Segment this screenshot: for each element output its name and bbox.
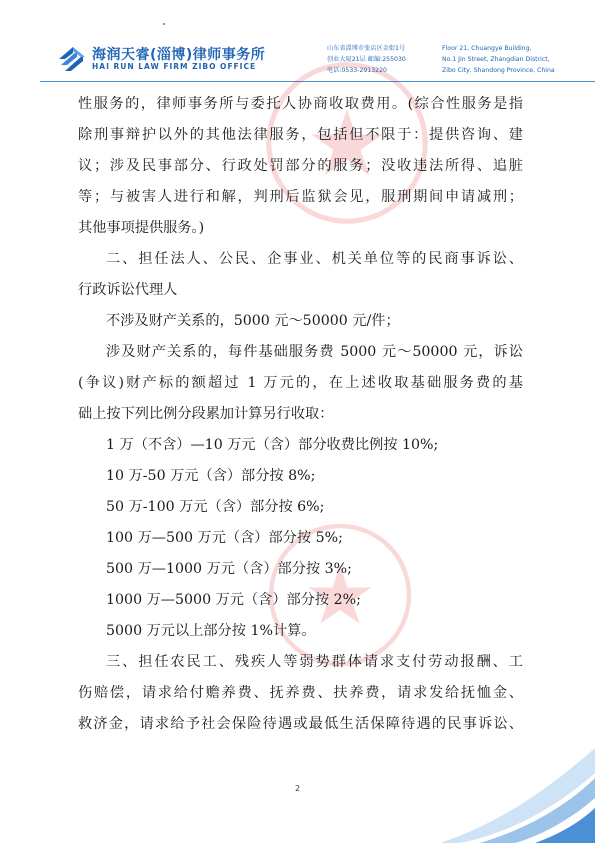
page-number: 2 xyxy=(294,784,301,793)
body-line: 除刑事辩护以外的其他法律服务，包括但不限于：提供咨询、建 xyxy=(78,127,523,143)
fee-tier-line: 5000 万元以上部分按 1%计算。 xyxy=(106,623,316,639)
section-heading-cont: 行政诉讼代理人 xyxy=(78,282,178,298)
firm-name-cn: 海润天睿(淄博)律师事务所 xyxy=(92,47,266,63)
body-line: 性服务的，律师事务所与委托人协商收取费用。(综合性服务是指 xyxy=(78,96,523,112)
body-line: 不涉及财产关系的，5000 元～50000 元/件； xyxy=(106,313,400,329)
address-cn-line: 山东省淄博市张店区金街1号 xyxy=(327,45,406,52)
section-heading: 三、担任农民工、残疾人等弱势群体请求支付劳动报酬、工 xyxy=(106,654,523,670)
scan-speck xyxy=(163,23,165,25)
fee-tier-line: 500 万—1000 万元（含）部分按 3%; xyxy=(106,561,352,577)
body-line: 涉及财产关系的，每件基础服务费 5000 元～50000 元，诉讼 xyxy=(106,344,523,360)
fee-tier-line: 10 万-50 万元（含）部分按 8%; xyxy=(106,468,316,484)
body-line: 伤赔偿，请求给付赡养费、抚养费、扶养费，请求发给抚恤金、 xyxy=(78,685,523,701)
body-line: 其他事项提供服务。) xyxy=(78,220,205,236)
address-cn-line: 电话:0533-2913220 xyxy=(327,67,387,74)
body-line: (争议)财产标的额超过 1 万元的，在上述收取基础服务费的基 xyxy=(78,375,523,391)
body-line: 救济金，请求给予社会保险待遇或最低生活保障待遇的民事诉讼、 xyxy=(78,716,523,732)
firm-logo-icon xyxy=(57,43,87,73)
address-en-line: Zibo City, Shandong Province, China xyxy=(442,67,555,74)
fee-tier-line: 50 万-100 万元（含）部分按 6%; xyxy=(106,499,325,515)
fee-tier-line: 1 万（不含）—10 万元（含）部分收费比例按 10%; xyxy=(106,437,439,453)
decorative-swoosh-icon xyxy=(440,728,595,843)
fee-tier-line: 100 万—500 万元（含）部分按 5%; xyxy=(106,530,343,546)
body-line: 础上按下列比例分段累加计算另行收取： xyxy=(78,406,334,422)
address-en xyxy=(442,43,555,76)
fee-tier-line: 1000 万—5000 万元（含）部分按 2%; xyxy=(106,592,361,608)
address-en-line: Floor 21, Chuangye Building, xyxy=(442,45,532,52)
body-line: 议；涉及民事部分、行政处罚部分的服务；没收违法所得、追脏 xyxy=(78,158,523,174)
document-body xyxy=(78,89,523,740)
address-en-line: No.1 Jin Street, Zhangdian District, xyxy=(442,56,550,63)
body-line: 等；与被害人进行和解，判刑后监狱会见，服刑期间申请减刑； xyxy=(78,189,523,205)
address-cn-line: 创业大厦21层 邮编:255030 xyxy=(327,56,406,63)
section-heading: 二、担任法人、公民、企事业、机关单位等的民商事诉讼、 xyxy=(106,251,523,267)
firm-name-en: HAI RUN LAW FIRM ZIBO OFFICE xyxy=(92,62,257,71)
